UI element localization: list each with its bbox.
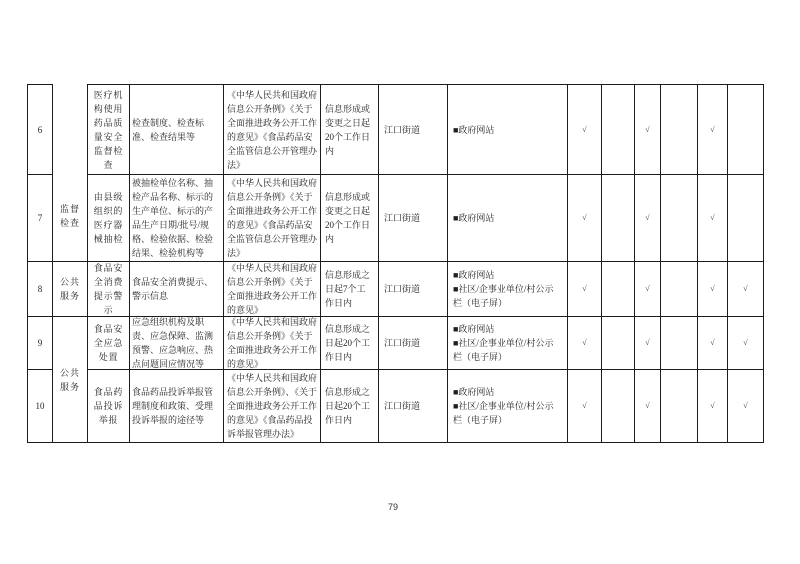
content-cell: 检查制度、检查标准、检查结果等 (130, 85, 224, 175)
seq-cell: 10 (28, 370, 53, 443)
channel-line: ■社区/企事业单位/村公示栏（电子屏） (453, 284, 554, 308)
item-cell: 食品安全应急处置 (88, 317, 130, 370)
category-cell-public-service: 公共服务 (53, 317, 88, 443)
check-cell: √ (698, 317, 728, 370)
seq-cell: 6 (28, 85, 53, 175)
check-cell (602, 317, 635, 370)
item-cell: 食品药品投诉举报 (88, 370, 130, 443)
channel-cell (448, 370, 568, 443)
check-cell (728, 85, 764, 175)
content-cell: 被抽检单位名称、抽检产品名称、标示的生产单位、标示的产品生产日期/批号/规格、检验依据、检验结果、检验机构等 (130, 175, 224, 262)
responsible-unit-cell: 江口街道 (379, 85, 448, 175)
check-cell (661, 370, 698, 443)
legal-basis-cell: 《中华人民共和国政府信息公开条例》《关于全面推进政务公开工作的意见》 (224, 262, 321, 317)
check-cell (602, 370, 635, 443)
check-cell (602, 85, 635, 175)
responsible-unit-cell: 江口街道 (379, 175, 448, 262)
channel-cell (448, 317, 568, 370)
channel-line: ■政府网站 (453, 124, 495, 135)
check-cell: √ (635, 370, 661, 443)
check-cell: √ (635, 85, 661, 175)
page-number: 79 (387, 502, 398, 512)
seq-cell: 9 (28, 317, 53, 370)
check-cell (661, 317, 698, 370)
check-cell: √ (635, 262, 661, 317)
channel-line: ■政府网站 (453, 324, 495, 334)
responsible-unit-cell: 江口街道 (379, 370, 448, 443)
channel-line: ■社区/企事业单位/村公示栏（电子屏） (453, 338, 554, 362)
legal-basis-cell: 《中华人民共和国政府信息公开条例》《关于全面推进政务公开工作的意见》《食品药品安全监管信息公开管理办法》 (224, 175, 321, 262)
deadline-cell: 信息形成之日起7个工作日内 (321, 262, 379, 317)
channel-cell (448, 85, 568, 175)
check-cell (602, 175, 635, 262)
deadline-cell: 信息形成或变更之日起20个工作日内 (321, 85, 379, 175)
responsible-unit-cell: 江口街道 (379, 317, 448, 370)
seq-cell: 8 (28, 262, 53, 317)
content-cell: 应急组织机构及职责、应急保障、监测预警、应急响应、热点问题回应情况等 (130, 317, 224, 370)
channel-line: ■政府网站 (453, 387, 495, 397)
check-cell: √ (698, 85, 728, 175)
item-cell: 医疗机构使用药品质量安全监督检查 (88, 85, 130, 175)
seq-cell: 7 (28, 175, 53, 262)
deadline-cell: 信息形成之日起20个工作日内 (321, 317, 379, 370)
deadline-cell: 信息形成之日起20个工作日内 (321, 370, 379, 443)
check-cell: √ (568, 317, 602, 370)
disclosure-table (27, 84, 764, 443)
check-cell: √ (728, 262, 764, 317)
check-cell: √ (568, 370, 602, 443)
item-cell: 食品安全消费提示警示 (88, 262, 130, 317)
merged-cell-border-gap (53, 84, 87, 85)
responsible-unit-cell: 江口街道 (379, 262, 448, 317)
check-cell: √ (635, 317, 661, 370)
check-cell: √ (698, 262, 728, 317)
check-cell: √ (568, 262, 602, 317)
check-cell: √ (698, 370, 728, 443)
check-cell (661, 175, 698, 262)
check-cell: √ (698, 175, 728, 262)
check-cell: √ (568, 175, 602, 262)
legal-basis-cell: 《中华人民共和国政府信息公开条例》、《关于全面推进政务公开工作的意见》《食品药品投诉举报管理办法》 (224, 370, 321, 443)
check-cell: √ (728, 370, 764, 443)
item-cell: 由县级组织的医疗器械抽检 (88, 175, 130, 262)
channel-cell (448, 175, 568, 262)
check-cell (602, 262, 635, 317)
channel-line: ■政府网站 (453, 270, 495, 280)
channel-line: ■社区/企事业单位/村公示栏（电子屏） (453, 401, 554, 425)
check-cell: √ (568, 85, 602, 175)
channel-cell (448, 262, 568, 317)
legal-basis-cell: 《中华人民共和国政府信息公开条例》《关于全面推进政务公开工作的意见》《食品药品安全监管信息公开管理办法》 (224, 85, 321, 175)
channel-line: ■政府网站 (453, 213, 495, 223)
category-cell-supervision: 监督检查 (53, 85, 88, 262)
content-cell: 食品药品投诉举报管理制度和政策、受理投诉举报的途径等 (130, 370, 224, 443)
category-cell-public-service: 公共服务 (53, 262, 88, 317)
legal-basis-cell: 《中华人民共和国政府信息公开条例》《关于全面推进政务公开工作的意见》 (224, 317, 321, 370)
check-cell (661, 262, 698, 317)
check-cell (728, 175, 764, 262)
check-cell: √ (635, 175, 661, 262)
check-cell: √ (728, 317, 764, 370)
content-cell: 食品安全消费提示、警示信息 (130, 262, 224, 317)
check-cell (661, 85, 698, 175)
deadline-cell: 信息形成或变更之日起20个工作日内 (321, 175, 379, 262)
